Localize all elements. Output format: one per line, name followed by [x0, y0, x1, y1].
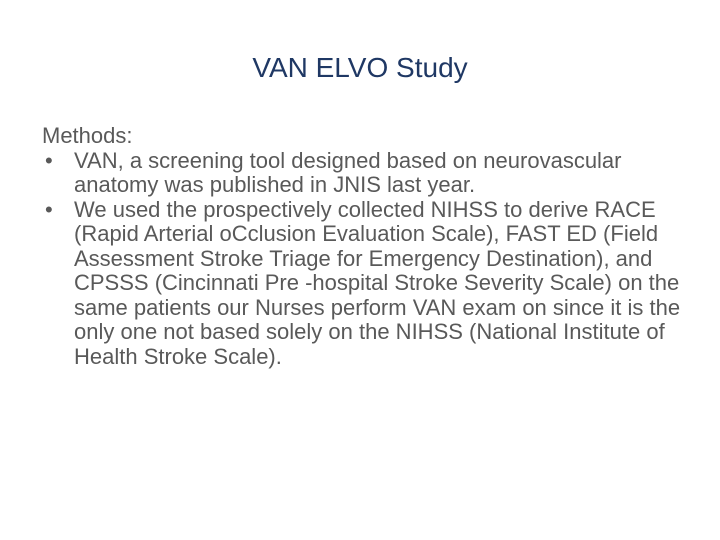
- bullet-point-icon: •: [45, 147, 53, 173]
- bullet-list: [42, 149, 692, 370]
- slide-body: [42, 124, 692, 369]
- bullet-text: We used the prospectively collected NIHSS to derive RACE (Rapid Arterial oCclusion Evaluation Scale), FAST ED (Field Assessment Stroke Triage for Emergency Destination), and CPSSS (Cincinnati Pre -hospital Stroke Severity Scale) on the same patients our Nurses perform VAN exam on since it is the only one not based solely on the NIHSS (National Institute of Health Stroke Scale).: [74, 196, 681, 369]
- slide-title: VAN ELVO Study: [252, 52, 468, 83]
- section-label: Methods:: [42, 123, 133, 148]
- bullet-item: [42, 198, 692, 370]
- bullet-text: VAN, a screening tool designed based on neurovascular anatomy was published in JNIS last year.: [74, 147, 622, 197]
- bullet-item: [42, 149, 692, 198]
- bullet-point-icon: •: [45, 196, 53, 222]
